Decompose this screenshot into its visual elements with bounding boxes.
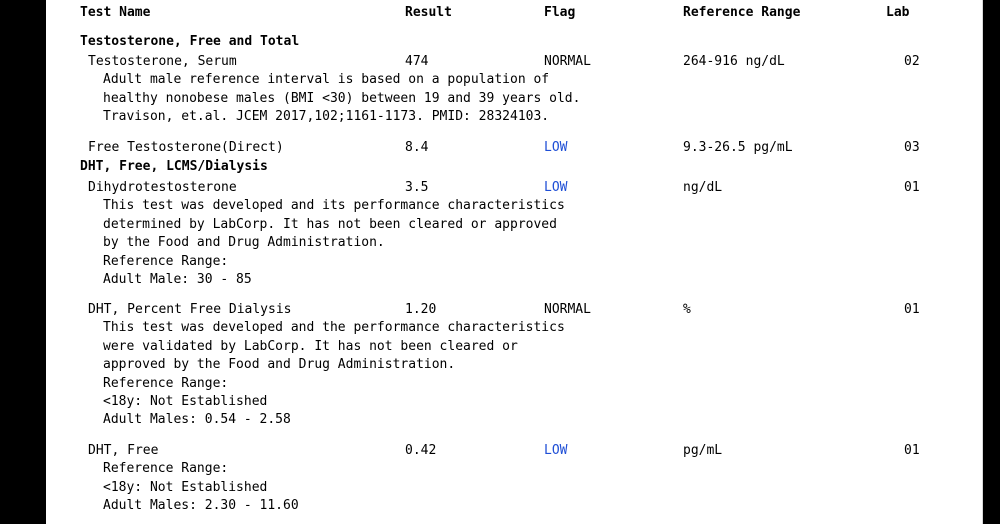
test-note-line: approved by the Food and Drug Administration. xyxy=(103,357,456,373)
test-note-line: Adult Males: 0.54 - 2.58 xyxy=(103,412,291,428)
reference-range: pg/mL xyxy=(683,443,723,458)
reference-range: % xyxy=(683,302,691,317)
section-title: Testosterone, Free and Total xyxy=(80,34,300,49)
test-note-line: Reference Range: xyxy=(103,253,229,269)
reference-range: 9.3-26.5 pg/mL xyxy=(683,140,793,155)
header-lab: Lab xyxy=(886,5,910,20)
flag-low: LOW xyxy=(544,140,568,155)
lab-code: 03 xyxy=(904,140,920,155)
test-note-line: <18y: Not Established xyxy=(103,479,268,495)
lab-code: 01 xyxy=(904,443,920,458)
test-result: 8.4 xyxy=(405,140,429,155)
test-result: 0.42 xyxy=(405,443,437,458)
test-name: Dihydrotestosterone xyxy=(88,180,237,195)
test-result: 3.5 xyxy=(405,180,429,195)
header-flag: Flag xyxy=(544,5,576,20)
lab-code: 01 xyxy=(904,302,920,317)
test-note-line: <18y: Not Established xyxy=(103,394,268,409)
test-note-line: Adult Male: 30 - 85 xyxy=(103,272,252,287)
test-note-line: Reference Range: xyxy=(103,461,229,477)
lab-report-page xyxy=(46,0,983,524)
test-note-line: were validated by LabCorp. It has not been cleared or xyxy=(103,338,518,354)
header-test-name: Test Name xyxy=(80,5,151,20)
test-note-line: by the Food and Drug Administration. xyxy=(103,235,385,251)
flag-low: LOW xyxy=(544,443,568,458)
test-name: DHT, Free xyxy=(88,443,159,458)
lab-code: 01 xyxy=(904,180,920,195)
test-result: 474 xyxy=(405,54,429,69)
section-title: DHT, Free, LCMS/Dialysis xyxy=(80,159,268,174)
test-name: Free Testosterone(Direct) xyxy=(88,140,284,155)
test-name: DHT, Percent Free Dialysis xyxy=(88,302,292,317)
lab-code: 02 xyxy=(904,54,920,69)
test-note-line: Travison, et.al. JCEM 2017,102;1161-1173. PMID: 28324103. xyxy=(103,109,550,125)
test-note-line: healthy nonobese males (BMI <30) between 19 and 39 years old. xyxy=(103,90,581,106)
test-note-line: Adult Males: 2.30 - 11.60 xyxy=(103,498,299,514)
test-note-line: Reference Range: xyxy=(103,375,229,391)
reference-range: ng/dL xyxy=(683,180,723,195)
test-note-line: Adult male reference interval is based on a population of xyxy=(103,72,550,88)
reference-range: 264-916 ng/dL xyxy=(683,54,785,69)
header-reference-range: Reference Range xyxy=(683,5,801,20)
flag-normal: NORMAL xyxy=(544,302,591,317)
test-note-line: This test was developed and its performance characteristics xyxy=(103,198,565,214)
test-result: 1.20 xyxy=(405,302,437,317)
flag-low: LOW xyxy=(544,180,568,195)
test-name: Testosterone, Serum xyxy=(88,54,237,69)
flag-normal: NORMAL xyxy=(544,54,591,69)
test-note-line: determined by LabCorp. It has not been cleared or approved xyxy=(103,216,557,232)
test-note-line: This test was developed and the performance characteristics xyxy=(103,320,565,336)
header-result: Result xyxy=(405,5,452,20)
